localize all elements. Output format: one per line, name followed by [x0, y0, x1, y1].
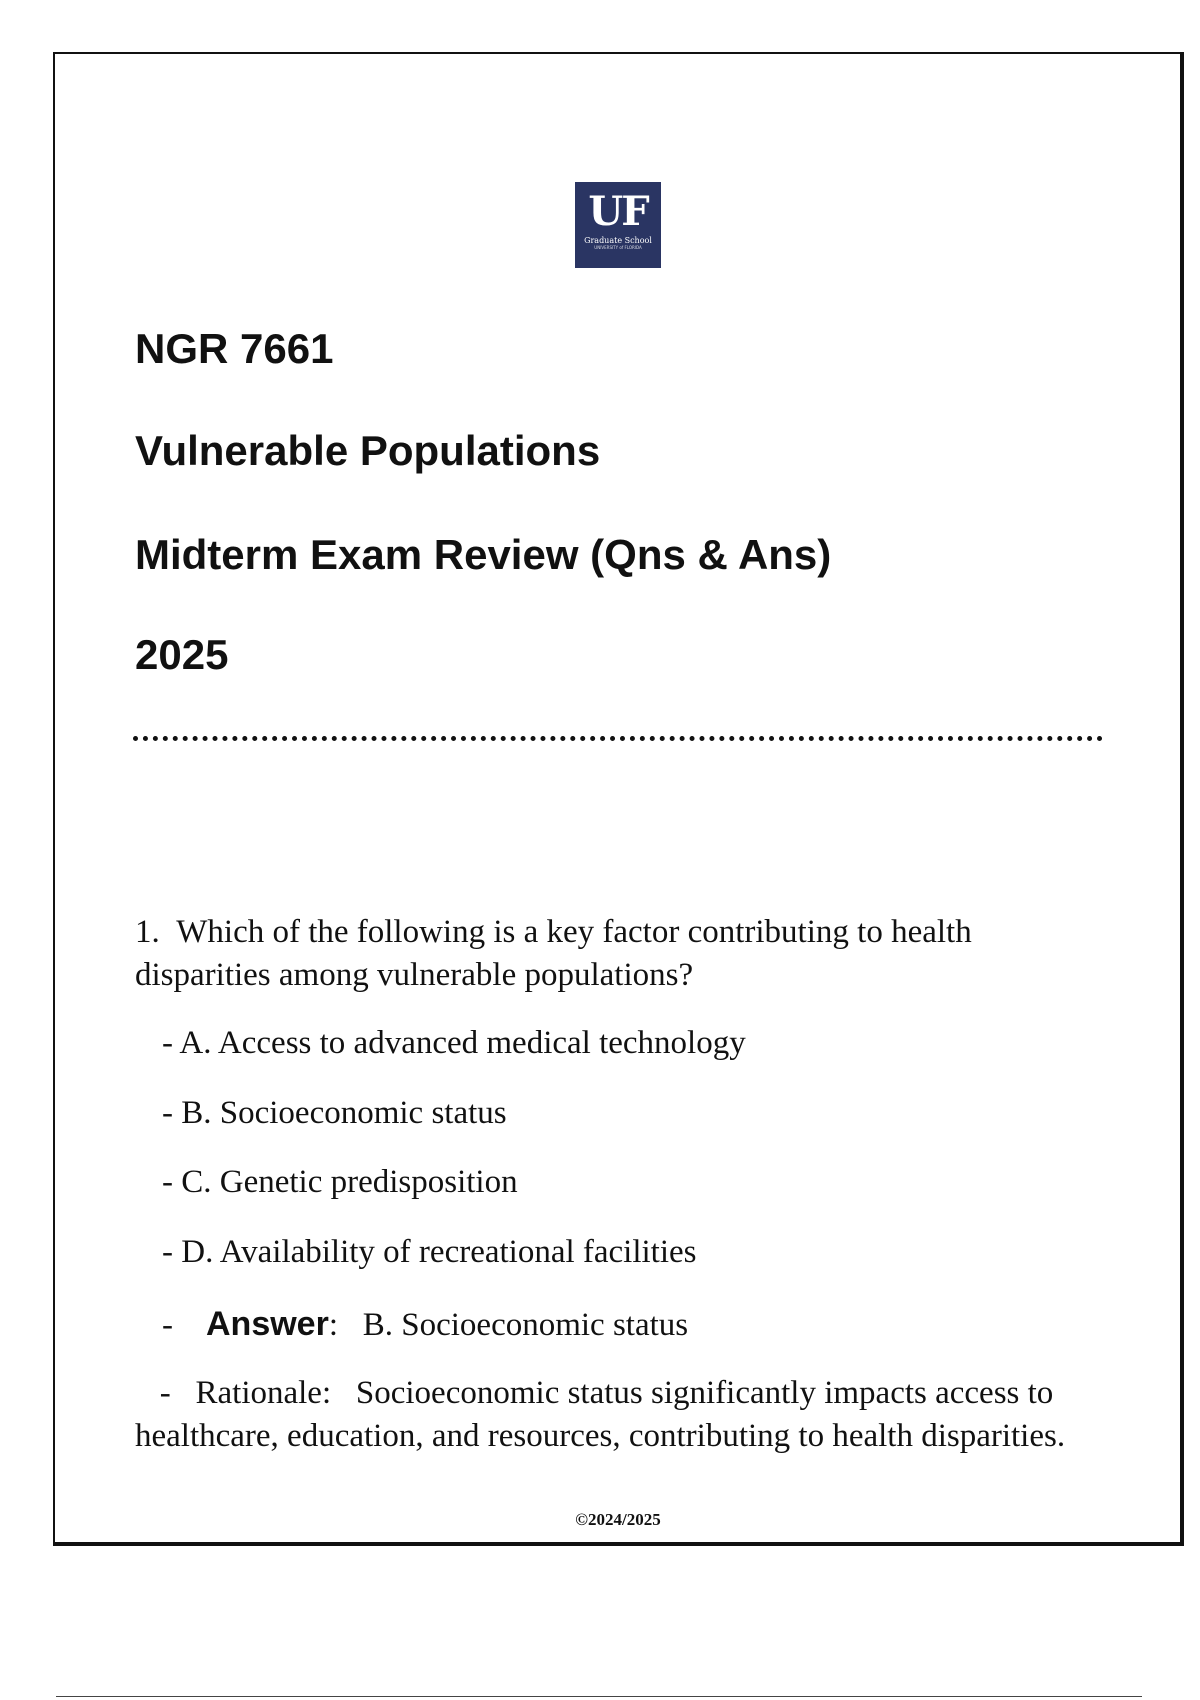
option-c: - C. Genetic predisposition	[162, 1164, 518, 1200]
course-code: NGR 7661	[135, 325, 334, 372]
document-title: Midterm Exam Review (Qns & Ans)	[135, 531, 832, 578]
logo-subtitle: Graduate School	[584, 236, 652, 245]
question-number: 1.	[135, 914, 160, 950]
option-a: - A. Access to advanced medical technology	[162, 1025, 746, 1061]
course-title: Vulnerable Populations	[135, 427, 601, 474]
year-heading: 2025	[135, 631, 229, 678]
option-d: - D. Availability of recreational facilities	[162, 1234, 697, 1270]
rationale-prefix: -	[159, 1375, 171, 1411]
logo-mark: UF	[588, 188, 648, 235]
logo-tagline: UNIVERSITY of FLORIDA	[594, 245, 642, 250]
answer-label: Answer	[206, 1305, 329, 1343]
option-b: - B. Socioeconomic status	[162, 1095, 507, 1131]
rationale-label: Rationale:	[195, 1375, 332, 1411]
bottom-rule	[56, 1696, 1142, 1697]
answer-prefix: -	[162, 1307, 173, 1343]
question-text	[135, 911, 1095, 997]
answer-value: B. Socioeconomic status	[362, 1307, 689, 1343]
rationale-text: Socioeconomic status significantly impacts access to healthcare, education, and resources, contributing to health disparities.	[135, 1375, 1066, 1454]
uf-logo	[575, 182, 661, 268]
rationale	[135, 1372, 1095, 1458]
question-body: Which of the following is a key factor contributing to health disparities among vulnerable populations?	[135, 914, 972, 993]
answer-line: - Answer: B. Socioeconomic status	[162, 1305, 689, 1343]
copyright: ©2024/2025	[575, 1510, 661, 1529]
dotted-divider	[133, 736, 1103, 741]
